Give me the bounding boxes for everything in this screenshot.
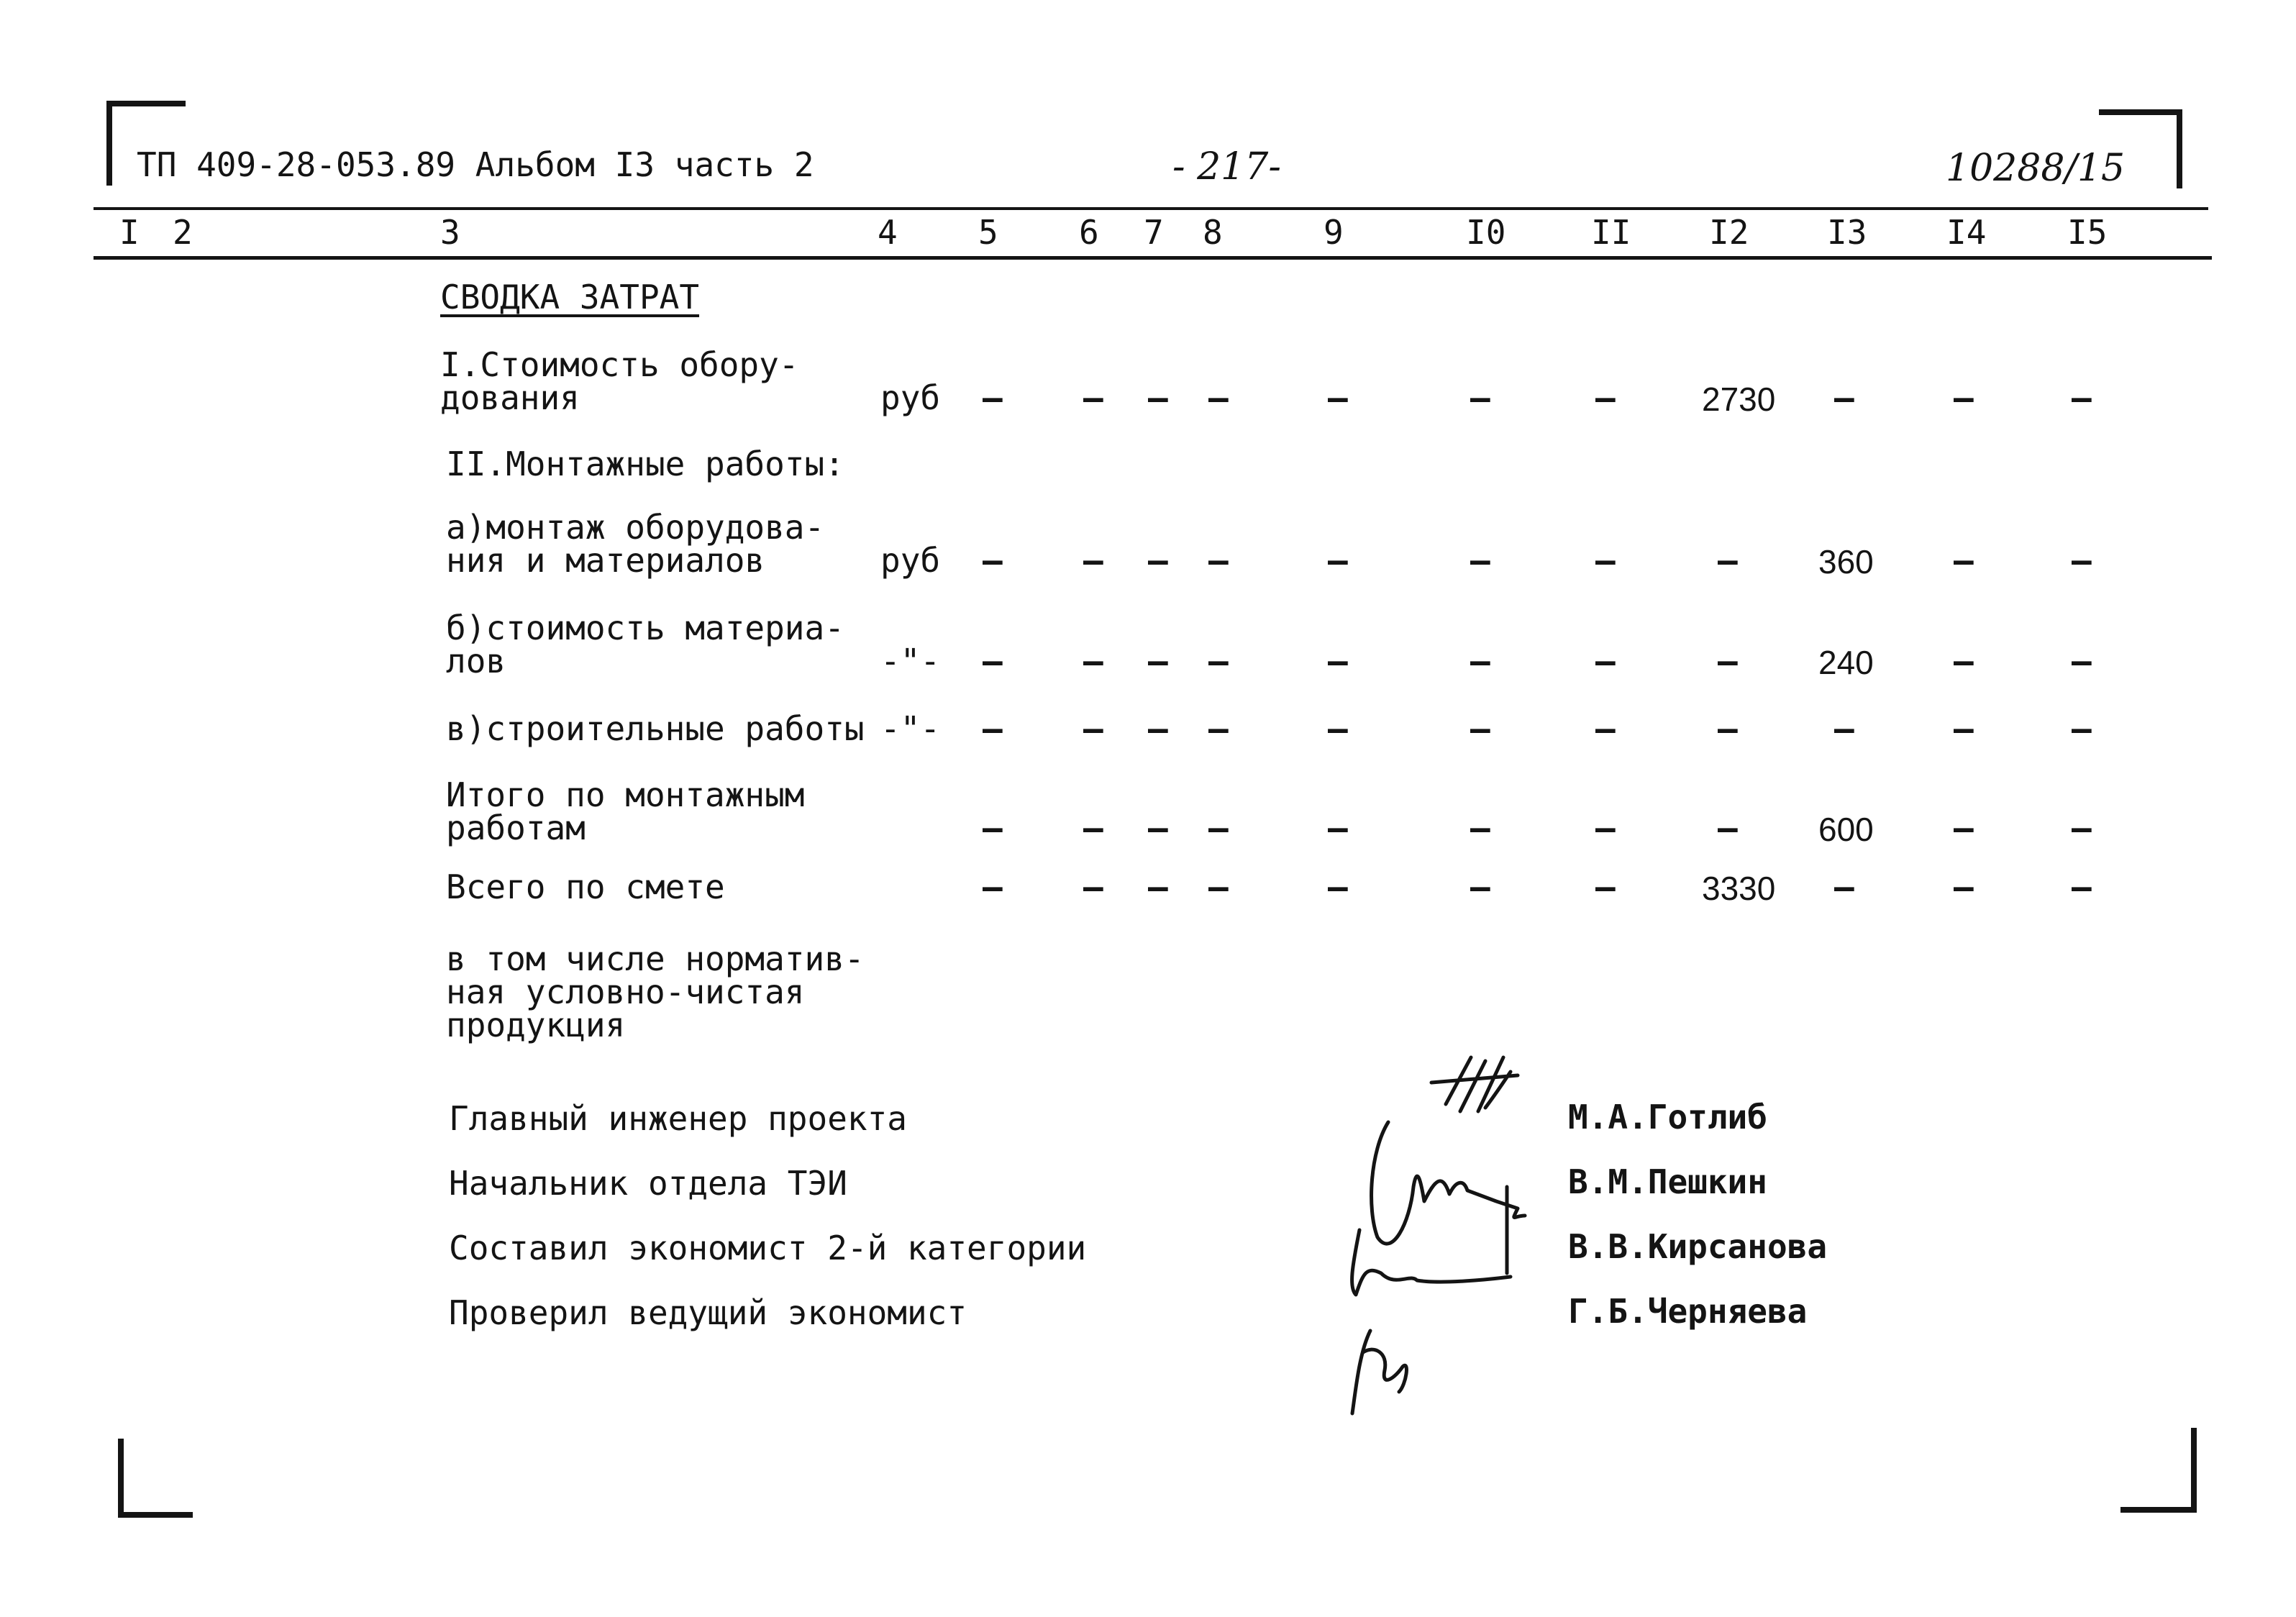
row-label: б)стоимость материа-	[446, 609, 844, 647]
empty-dash-cell: –	[1954, 808, 1974, 847]
column-number: 3	[440, 213, 460, 252]
cost-value-cell: 360	[1818, 543, 1874, 580]
empty-dash-cell: –	[1328, 709, 1348, 748]
empty-dash-cell: –	[2072, 378, 2092, 417]
empty-dash-cell: –	[1208, 378, 1229, 417]
row-label: в)строительные работы	[446, 709, 865, 748]
empty-dash-cell: –	[1470, 709, 1490, 748]
empty-dash-cell: –	[1834, 709, 1854, 748]
empty-dash-cell: –	[1954, 541, 1974, 580]
empty-dash-cell: –	[1328, 642, 1348, 680]
empty-dash-cell: –	[1595, 808, 1616, 847]
empty-dash-cell: –	[1834, 378, 1854, 417]
empty-dash-cell: –	[2072, 642, 2092, 680]
empty-dash-cell: –	[2072, 808, 2092, 847]
column-number: I5	[2067, 213, 2108, 252]
empty-dash-cell: –	[1148, 808, 1168, 847]
empty-dash-cell: –	[1083, 709, 1103, 748]
table-title: СВОДКА ЗАТРАТ	[440, 278, 700, 316]
empty-dash-cell: –	[1083, 808, 1103, 847]
empty-dash-cell: –	[983, 709, 1003, 748]
column-number: I2	[1709, 213, 1749, 252]
row-label: работам	[446, 808, 586, 847]
page-number: - 217-	[1172, 145, 1281, 188]
empty-dash-cell: –	[1718, 709, 1738, 748]
empty-dash-cell: –	[1148, 642, 1168, 680]
empty-dash-cell: –	[1595, 378, 1616, 417]
signature-role: Главный инженер проекта	[449, 1099, 907, 1138]
empty-dash-cell: –	[1328, 541, 1348, 580]
signature-name: Г.Б.Черняева	[1568, 1292, 1808, 1331]
row-label: ния и материалов	[446, 541, 765, 580]
column-number: I3	[1827, 213, 1867, 252]
signature-name: В.В.Кирсанова	[1568, 1227, 1828, 1266]
empty-dash-cell: –	[983, 378, 1003, 417]
empty-dash-cell: –	[1954, 378, 1974, 417]
row-label: ная условно-чистая	[446, 973, 805, 1011]
row-unit: -"-	[880, 642, 941, 680]
empty-dash-cell: –	[1470, 541, 1490, 580]
empty-dash-cell: –	[983, 541, 1003, 580]
column-number: 8	[1203, 213, 1223, 252]
empty-dash-cell: –	[2072, 867, 2092, 906]
signature-role: Начальник отдела ТЭИ	[449, 1164, 847, 1203]
row-label: II.Монтажные работы:	[446, 445, 844, 483]
empty-dash-cell: –	[1148, 867, 1168, 906]
empty-dash-cell: –	[1595, 642, 1616, 680]
empty-dash-cell: –	[983, 642, 1003, 680]
signature-name: М.А.Готлиб	[1568, 1098, 1767, 1137]
column-number: I0	[1466, 213, 1506, 252]
column-number: 9	[1324, 213, 1344, 252]
empty-dash-cell: –	[1148, 709, 1168, 748]
document-code: ТП 409-28-053.89 Альбом I3 часть 2	[137, 145, 814, 184]
cost-value-cell: 3330	[1702, 870, 1776, 907]
row-label: лов	[446, 642, 506, 680]
empty-dash-cell: –	[1083, 867, 1103, 906]
empty-dash-cell: –	[1328, 378, 1348, 417]
empty-dash-cell: –	[1834, 867, 1854, 906]
archive-number: 10288/15	[1946, 147, 2126, 190]
cost-value-cell: 600	[1818, 811, 1874, 848]
column-number: 5	[978, 213, 998, 252]
empty-dash-cell: –	[1718, 642, 1738, 680]
cost-value-cell: 2730	[1702, 381, 1776, 418]
empty-dash-cell: –	[1083, 378, 1103, 417]
column-number: 6	[1079, 213, 1099, 252]
empty-dash-cell: –	[983, 808, 1003, 847]
empty-dash-cell: –	[1718, 541, 1738, 580]
empty-dash-cell: –	[1148, 541, 1168, 580]
column-number: I	[119, 213, 140, 252]
signature-role: Составил экономист 2-й категории	[449, 1229, 1087, 1267]
empty-dash-cell: –	[1954, 867, 1974, 906]
row-unit: -"-	[880, 709, 941, 748]
empty-dash-cell: –	[1208, 867, 1229, 906]
empty-dash-cell: –	[1595, 709, 1616, 748]
empty-dash-cell: –	[1328, 808, 1348, 847]
empty-dash-cell: –	[2072, 541, 2092, 580]
column-number: 7	[1144, 213, 1164, 252]
empty-dash-cell: –	[1208, 642, 1229, 680]
empty-dash-cell: –	[1148, 378, 1168, 417]
empty-dash-cell: –	[1083, 642, 1103, 680]
empty-dash-cell: –	[2072, 709, 2092, 748]
row-label: Итого по монтажным	[446, 775, 805, 814]
column-number: 4	[878, 213, 898, 252]
empty-dash-cell: –	[1208, 808, 1229, 847]
row-label: а)монтаж оборудова-	[446, 508, 825, 547]
empty-dash-cell: –	[1208, 541, 1229, 580]
empty-dash-cell: –	[1328, 867, 1348, 906]
empty-dash-cell: –	[1470, 867, 1490, 906]
row-label: I.Стоимость обору-	[440, 345, 799, 384]
empty-dash-cell: –	[1470, 378, 1490, 417]
row-unit: руб	[880, 378, 941, 417]
row-label: в том числе норматив-	[446, 939, 865, 978]
row-unit: руб	[880, 541, 941, 580]
empty-dash-cell: –	[1208, 709, 1229, 748]
empty-dash-cell: –	[1470, 642, 1490, 680]
column-number: I4	[1946, 213, 1987, 252]
empty-dash-cell: –	[1083, 541, 1103, 580]
empty-dash-cell: –	[1954, 709, 1974, 748]
column-number: 2	[173, 213, 193, 252]
cost-value-cell: 240	[1818, 644, 1874, 681]
empty-dash-cell: –	[1595, 541, 1616, 580]
empty-dash-cell: –	[1470, 808, 1490, 847]
column-number: II	[1591, 213, 1631, 252]
row-label: Всего по смете	[446, 867, 725, 906]
empty-dash-cell: –	[983, 867, 1003, 906]
signature-role: Проверил ведущий экономист	[449, 1293, 967, 1332]
empty-dash-cell: –	[1718, 808, 1738, 847]
signature-name: В.М.Пешкин	[1568, 1162, 1767, 1201]
row-label: дования	[440, 378, 580, 417]
row-label: продукция	[446, 1006, 626, 1044]
empty-dash-cell: –	[1954, 642, 1974, 680]
empty-dash-cell: –	[1595, 867, 1616, 906]
